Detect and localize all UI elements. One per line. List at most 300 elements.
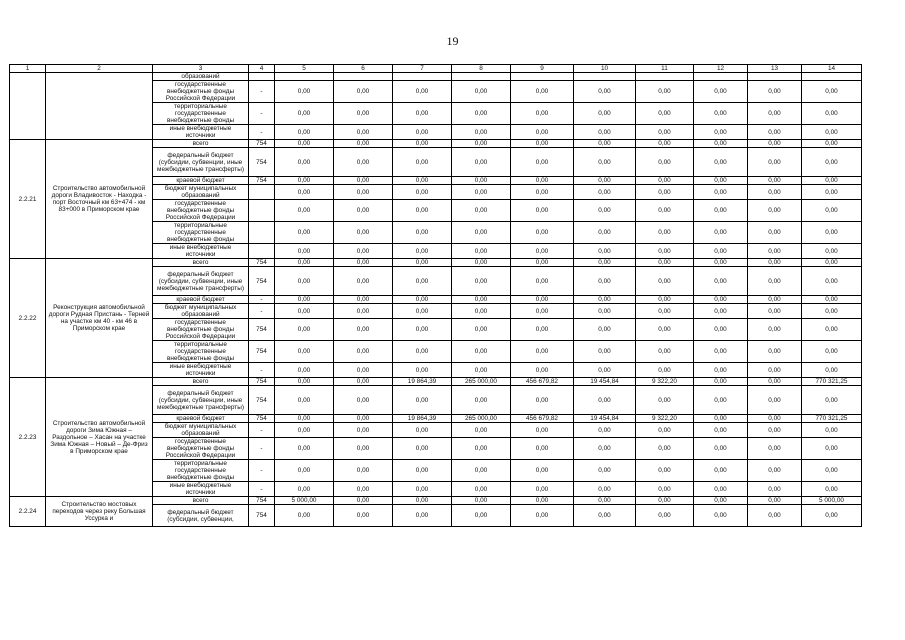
value-cell: 0,00 xyxy=(802,140,862,148)
value-cell: 0,00 xyxy=(511,259,574,267)
value-cell: 0,00 xyxy=(636,304,694,319)
value-cell: 0,00 xyxy=(511,341,574,363)
value-cell xyxy=(393,73,452,81)
value-cell: 0,00 xyxy=(452,423,511,438)
value-cell: 0,00 xyxy=(452,482,511,497)
code-cell: 754 xyxy=(249,267,275,296)
value-cell: 0,00 xyxy=(275,200,334,222)
funding-source-cell: иные внебюджетные источники xyxy=(153,244,249,259)
funding-source-cell: иные внебюджетные источники xyxy=(153,363,249,378)
value-cell: 0,00 xyxy=(452,319,511,341)
value-cell: 0,00 xyxy=(574,341,636,363)
table-row xyxy=(10,73,862,81)
value-cell: 0,00 xyxy=(694,148,748,177)
header-row xyxy=(10,65,862,73)
value-cell: 0,00 xyxy=(511,363,574,378)
value-cell: 0,00 xyxy=(694,341,748,363)
value-cell: 0,00 xyxy=(694,125,748,140)
value-cell: 0,00 xyxy=(452,497,511,505)
value-cell: 0,00 xyxy=(694,438,748,460)
value-cell: 0,00 xyxy=(748,125,802,140)
value-cell: 0,00 xyxy=(393,482,452,497)
code-cell: 754 xyxy=(249,497,275,505)
value-cell: 0,00 xyxy=(802,259,862,267)
value-cell: 0,00 xyxy=(802,423,862,438)
value-cell: 0,00 xyxy=(574,148,636,177)
value-cell: 0,00 xyxy=(275,304,334,319)
value-cell: 0,00 xyxy=(393,103,452,125)
value-cell: 0,00 xyxy=(334,497,393,505)
value-cell: 0,00 xyxy=(748,185,802,200)
code-cell: - xyxy=(249,103,275,125)
value-cell: 0,00 xyxy=(511,296,574,304)
code-cell: 754 xyxy=(249,386,275,415)
value-cell: 0,00 xyxy=(511,244,574,259)
value-cell: 0,00 xyxy=(393,363,452,378)
value-cell: 0,00 xyxy=(275,415,334,423)
code-cell: - xyxy=(249,81,275,103)
item-name-cell xyxy=(46,73,153,140)
value-cell: 19 864,39 xyxy=(393,378,452,386)
value-cell: 0,00 xyxy=(452,386,511,415)
value-cell: 0,00 xyxy=(574,505,636,527)
value-cell: 0,00 xyxy=(748,460,802,482)
value-cell: 0,00 xyxy=(511,505,574,527)
value-cell: 0,00 xyxy=(275,222,334,244)
value-cell: 0,00 xyxy=(393,341,452,363)
value-cell: 0,00 xyxy=(574,386,636,415)
value-cell: 0,00 xyxy=(334,415,393,423)
value-cell: 0,00 xyxy=(275,460,334,482)
value-cell: 0,00 xyxy=(574,259,636,267)
funding-source-cell: краевой бюджет xyxy=(153,415,249,423)
value-cell: 0,00 xyxy=(802,244,862,259)
code-cell: - xyxy=(249,438,275,460)
value-cell: 0,00 xyxy=(694,415,748,423)
value-cell: 0,00 xyxy=(748,81,802,103)
value-cell: 0,00 xyxy=(694,140,748,148)
column-header: 9 xyxy=(511,65,574,73)
value-cell: 0,00 xyxy=(334,125,393,140)
value-cell: 0,00 xyxy=(748,378,802,386)
value-cell: 456 679,82 xyxy=(511,415,574,423)
value-cell: 0,00 xyxy=(275,378,334,386)
value-cell: 0,00 xyxy=(452,185,511,200)
item-number-cell: 2.2.22 xyxy=(10,259,46,378)
column-header: 11 xyxy=(636,65,694,73)
value-cell: 0,00 xyxy=(393,259,452,267)
value-cell: 0,00 xyxy=(511,103,574,125)
value-cell: 0,00 xyxy=(511,81,574,103)
item-number-cell: 2.2.24 xyxy=(10,497,46,527)
value-cell: 0,00 xyxy=(694,319,748,341)
value-cell: 0,00 xyxy=(748,415,802,423)
funding-source-cell: краевой бюджет xyxy=(153,296,249,304)
value-cell: 0,00 xyxy=(511,185,574,200)
code-cell: 754 xyxy=(249,259,275,267)
value-cell: 0,00 xyxy=(636,200,694,222)
value-cell: 0,00 xyxy=(334,148,393,177)
code-cell: 754 xyxy=(249,319,275,341)
column-header: 4 xyxy=(249,65,275,73)
value-cell: 265 000,00 xyxy=(452,378,511,386)
value-cell: 0,00 xyxy=(275,103,334,125)
funding-source-cell: государственные внебюджетные фонды Российской Федерации xyxy=(153,200,249,222)
value-cell: 0,00 xyxy=(452,304,511,319)
code-cell xyxy=(249,73,275,81)
code-cell: - xyxy=(249,423,275,438)
value-cell: 0,00 xyxy=(334,200,393,222)
value-cell: 0,00 xyxy=(574,125,636,140)
value-cell: 0,00 xyxy=(275,177,334,185)
item-name-cell: Реконструкция автомобильной дороги Рудная Пристань - Терней на участке км 40 - км 46 в Приморском крае xyxy=(46,259,153,378)
value-cell: 456 679,82 xyxy=(511,378,574,386)
value-cell: 265 000,00 xyxy=(452,415,511,423)
column-header: 1 xyxy=(10,65,46,73)
value-cell: 0,00 xyxy=(748,148,802,177)
value-cell: 0,00 xyxy=(334,259,393,267)
value-cell: 0,00 xyxy=(802,438,862,460)
value-cell: 0,00 xyxy=(393,200,452,222)
value-cell xyxy=(334,73,393,81)
value-cell: 0,00 xyxy=(636,505,694,527)
value-cell: 0,00 xyxy=(636,423,694,438)
value-cell: 0,00 xyxy=(748,177,802,185)
value-cell: 0,00 xyxy=(393,386,452,415)
value-cell: 0,00 xyxy=(275,438,334,460)
value-cell: 19 864,39 xyxy=(393,415,452,423)
item-name-cell: Строительство автомобильной дороги Владивосток - Находка - порт Восточный км 63+474 - км 83+000 в Приморском крае xyxy=(46,140,153,259)
funding-source-cell: федеральный бюджет (субсидии, субвенции, иные межбюджетные трансферты) xyxy=(153,386,249,415)
value-cell: 0,00 xyxy=(636,140,694,148)
value-cell xyxy=(802,73,862,81)
value-cell: 0,00 xyxy=(393,140,452,148)
value-cell: 0,00 xyxy=(748,222,802,244)
value-cell: 0,00 xyxy=(574,200,636,222)
value-cell xyxy=(275,73,334,81)
value-cell: 0,00 xyxy=(636,148,694,177)
value-cell: 0,00 xyxy=(748,304,802,319)
value-cell: 19 454,84 xyxy=(574,378,636,386)
value-cell: 5 000,00 xyxy=(275,497,334,505)
value-cell: 0,00 xyxy=(334,304,393,319)
value-cell: 0,00 xyxy=(511,177,574,185)
value-cell: 0,00 xyxy=(636,386,694,415)
value-cell: 0,00 xyxy=(802,482,862,497)
table-row xyxy=(10,140,862,148)
value-cell: 0,00 xyxy=(802,103,862,125)
value-cell: 0,00 xyxy=(334,423,393,438)
value-cell: 0,00 xyxy=(748,259,802,267)
value-cell: 0,00 xyxy=(275,259,334,267)
value-cell: 0,00 xyxy=(694,185,748,200)
value-cell: 770 321,25 xyxy=(802,415,862,423)
funding-source-cell: иные внебюджетные источники xyxy=(153,125,249,140)
value-cell: 19 454,84 xyxy=(574,415,636,423)
value-cell: 0,00 xyxy=(334,341,393,363)
value-cell: 0,00 xyxy=(275,341,334,363)
value-cell: 0,00 xyxy=(452,505,511,527)
value-cell: 0,00 xyxy=(275,319,334,341)
value-cell: 9 322,20 xyxy=(636,415,694,423)
funding-source-cell: федеральный бюджет (субсидии, субвенции, xyxy=(153,505,249,527)
value-cell: 0,00 xyxy=(802,200,862,222)
value-cell: 0,00 xyxy=(393,222,452,244)
value-cell: 0,00 xyxy=(452,177,511,185)
code-cell: 754 xyxy=(249,378,275,386)
value-cell: 0,00 xyxy=(275,386,334,415)
value-cell: 0,00 xyxy=(574,222,636,244)
code-cell xyxy=(249,222,275,244)
value-cell: 0,00 xyxy=(802,267,862,296)
value-cell: 0,00 xyxy=(452,267,511,296)
value-cell: 0,00 xyxy=(452,148,511,177)
value-cell: 0,00 xyxy=(694,222,748,244)
value-cell: 0,00 xyxy=(393,505,452,527)
value-cell: 0,00 xyxy=(393,185,452,200)
value-cell: 0,00 xyxy=(802,363,862,378)
value-cell: 0,00 xyxy=(275,148,334,177)
value-cell: 0,00 xyxy=(694,423,748,438)
value-cell xyxy=(511,73,574,81)
code-cell: - xyxy=(249,125,275,140)
value-cell: 0,00 xyxy=(452,460,511,482)
value-cell: 0,00 xyxy=(574,140,636,148)
value-cell: 0,00 xyxy=(393,497,452,505)
value-cell: 0,00 xyxy=(334,505,393,527)
value-cell: 0,00 xyxy=(574,497,636,505)
value-cell: 0,00 xyxy=(694,497,748,505)
value-cell: 0,00 xyxy=(275,267,334,296)
value-cell: 0,00 xyxy=(748,386,802,415)
value-cell: 0,00 xyxy=(748,267,802,296)
value-cell: 0,00 xyxy=(694,200,748,222)
funding-source-cell: территориальные государственные внебюджетные фонды xyxy=(153,103,249,125)
value-cell: 0,00 xyxy=(334,222,393,244)
code-cell xyxy=(249,185,275,200)
value-cell: 0,00 xyxy=(748,244,802,259)
value-cell: 9 322,20 xyxy=(636,378,694,386)
code-cell: 754 xyxy=(249,341,275,363)
value-cell: 0,00 xyxy=(636,125,694,140)
value-cell: 0,00 xyxy=(334,140,393,148)
code-cell xyxy=(249,200,275,222)
column-header: 14 xyxy=(802,65,862,73)
code-cell: 754 xyxy=(249,148,275,177)
value-cell: 0,00 xyxy=(334,482,393,497)
value-cell: 0,00 xyxy=(694,267,748,296)
value-cell: 0,00 xyxy=(574,438,636,460)
value-cell: 0,00 xyxy=(452,259,511,267)
code-cell: 754 xyxy=(249,505,275,527)
value-cell: 0,00 xyxy=(452,140,511,148)
value-cell: 0,00 xyxy=(694,81,748,103)
value-cell: 0,00 xyxy=(452,125,511,140)
value-cell: 0,00 xyxy=(452,363,511,378)
funding-source-cell: государственные внебюджетные фонды Российской Федерации xyxy=(153,319,249,341)
value-cell: 0,00 xyxy=(511,423,574,438)
value-cell: 0,00 xyxy=(275,505,334,527)
code-cell xyxy=(249,244,275,259)
value-cell: 0,00 xyxy=(748,103,802,125)
value-cell: 0,00 xyxy=(334,185,393,200)
value-cell: 0,00 xyxy=(694,460,748,482)
value-cell: 0,00 xyxy=(393,460,452,482)
value-cell: 0,00 xyxy=(748,438,802,460)
value-cell: 0,00 xyxy=(334,296,393,304)
code-cell: - xyxy=(249,482,275,497)
funding-source-cell: бюджет муниципальных образований xyxy=(153,423,249,438)
value-cell: 0,00 xyxy=(393,148,452,177)
value-cell: 0,00 xyxy=(452,222,511,244)
value-cell: 0,00 xyxy=(636,81,694,103)
value-cell: 0,00 xyxy=(275,423,334,438)
value-cell: 0,00 xyxy=(748,341,802,363)
value-cell: 0,00 xyxy=(748,296,802,304)
column-header: 8 xyxy=(452,65,511,73)
value-cell: 0,00 xyxy=(393,125,452,140)
column-header: 6 xyxy=(334,65,393,73)
value-cell: 0,00 xyxy=(511,140,574,148)
value-cell: 0,00 xyxy=(694,482,748,497)
value-cell: 0,00 xyxy=(636,185,694,200)
value-cell: 0,00 xyxy=(748,423,802,438)
value-cell: 0,00 xyxy=(393,177,452,185)
column-header: 7 xyxy=(393,65,452,73)
value-cell: 0,00 xyxy=(802,177,862,185)
value-cell xyxy=(574,73,636,81)
value-cell: 0,00 xyxy=(748,140,802,148)
value-cell: 0,00 xyxy=(636,482,694,497)
table-body xyxy=(10,73,862,527)
value-cell: 0,00 xyxy=(511,319,574,341)
value-cell: 0,00 xyxy=(574,185,636,200)
value-cell: 0,00 xyxy=(275,185,334,200)
value-cell: 0,00 xyxy=(802,185,862,200)
value-cell xyxy=(636,73,694,81)
value-cell: 0,00 xyxy=(694,259,748,267)
funding-source-cell: бюджет муниципальных образований xyxy=(153,185,249,200)
value-cell: 0,00 xyxy=(636,267,694,296)
value-cell: 0,00 xyxy=(636,319,694,341)
value-cell: 0,00 xyxy=(748,482,802,497)
column-header: 2 xyxy=(46,65,153,73)
value-cell: 0,00 xyxy=(275,363,334,378)
value-cell: 0,00 xyxy=(511,460,574,482)
value-cell: 0,00 xyxy=(511,267,574,296)
value-cell: 0,00 xyxy=(275,140,334,148)
value-cell: 0,00 xyxy=(802,505,862,527)
value-cell: 0,00 xyxy=(511,200,574,222)
item-number-cell: 2.2.23 xyxy=(10,378,46,497)
value-cell: 0,00 xyxy=(452,341,511,363)
funding-source-cell: территориальные государственные внебюджетные фонды xyxy=(153,460,249,482)
value-cell: 0,00 xyxy=(334,460,393,482)
value-cell: 0,00 xyxy=(275,244,334,259)
value-cell: 0,00 xyxy=(393,319,452,341)
value-cell: 0,00 xyxy=(511,222,574,244)
value-cell: 0,00 xyxy=(275,482,334,497)
value-cell: 0,00 xyxy=(574,103,636,125)
value-cell: 0,00 xyxy=(574,423,636,438)
funding-source-cell: иные внебюджетные источники xyxy=(153,482,249,497)
funding-source-cell: всего xyxy=(153,378,249,386)
value-cell xyxy=(694,73,748,81)
value-cell: 0,00 xyxy=(511,148,574,177)
value-cell: 0,00 xyxy=(694,304,748,319)
value-cell: 0,00 xyxy=(694,177,748,185)
item-name-cell: Строительство автомобильной дороги Зима Южная – Раздольное – Хасан на участке Зима Южная – Новый – Де-Фриз в Приморском крае xyxy=(46,378,153,497)
value-cell: 0,00 xyxy=(574,363,636,378)
item-name-cell: Строительство мостовых переходов через реку Большая Уссурка и xyxy=(46,497,153,527)
value-cell: 0,00 xyxy=(511,482,574,497)
value-cell: 0,00 xyxy=(511,386,574,415)
funding-source-cell: всего xyxy=(153,259,249,267)
value-cell: 0,00 xyxy=(334,438,393,460)
value-cell: 0,00 xyxy=(636,438,694,460)
value-cell: 0,00 xyxy=(574,244,636,259)
funding-source-cell: федеральный бюджет (субсидии, субвенции, иные межбюджетные трансферты) xyxy=(153,267,249,296)
value-cell: 0,00 xyxy=(393,296,452,304)
value-cell: 770 321,25 xyxy=(802,378,862,386)
value-cell: 0,00 xyxy=(574,319,636,341)
value-cell: 0,00 xyxy=(334,363,393,378)
value-cell: 0,00 xyxy=(748,200,802,222)
value-cell: 0,00 xyxy=(802,148,862,177)
value-cell: 0,00 xyxy=(802,304,862,319)
value-cell: 0,00 xyxy=(452,81,511,103)
value-cell: 0,00 xyxy=(452,296,511,304)
value-cell: 0,00 xyxy=(802,460,862,482)
value-cell: 0,00 xyxy=(452,103,511,125)
value-cell: 0,00 xyxy=(802,222,862,244)
column-header: 3 xyxy=(153,65,249,73)
value-cell: 0,00 xyxy=(748,319,802,341)
value-cell: 0,00 xyxy=(275,296,334,304)
value-cell: 0,00 xyxy=(334,378,393,386)
value-cell: 0,00 xyxy=(636,341,694,363)
column-header: 10 xyxy=(574,65,636,73)
column-header: 13 xyxy=(748,65,802,73)
page-number: 19 xyxy=(446,34,459,48)
column-header: 5 xyxy=(275,65,334,73)
table-row xyxy=(10,497,862,505)
value-cell: 0,00 xyxy=(452,438,511,460)
value-cell: 0,00 xyxy=(511,125,574,140)
value-cell: 0,00 xyxy=(275,81,334,103)
value-cell: 0,00 xyxy=(748,505,802,527)
value-cell: 0,00 xyxy=(802,386,862,415)
value-cell: 0,00 xyxy=(393,423,452,438)
item-number-cell xyxy=(10,73,46,140)
funding-source-cell: государственные внебюджетные фонды Российской Федерации xyxy=(153,81,249,103)
value-cell: 0,00 xyxy=(334,319,393,341)
value-cell: 0,00 xyxy=(574,482,636,497)
value-cell: 0,00 xyxy=(574,460,636,482)
value-cell: 0,00 xyxy=(636,296,694,304)
value-cell: 0,00 xyxy=(636,222,694,244)
funding-source-cell: территориальные государственные внебюджетные фонды xyxy=(153,341,249,363)
value-cell: 0,00 xyxy=(802,81,862,103)
value-cell: 0,00 xyxy=(802,125,862,140)
value-cell: 0,00 xyxy=(393,267,452,296)
funding-source-cell: всего xyxy=(153,497,249,505)
code-cell: 754 xyxy=(249,415,275,423)
value-cell: 0,00 xyxy=(694,363,748,378)
table-row xyxy=(10,259,862,267)
value-cell: 0,00 xyxy=(574,296,636,304)
value-cell: 0,00 xyxy=(694,386,748,415)
